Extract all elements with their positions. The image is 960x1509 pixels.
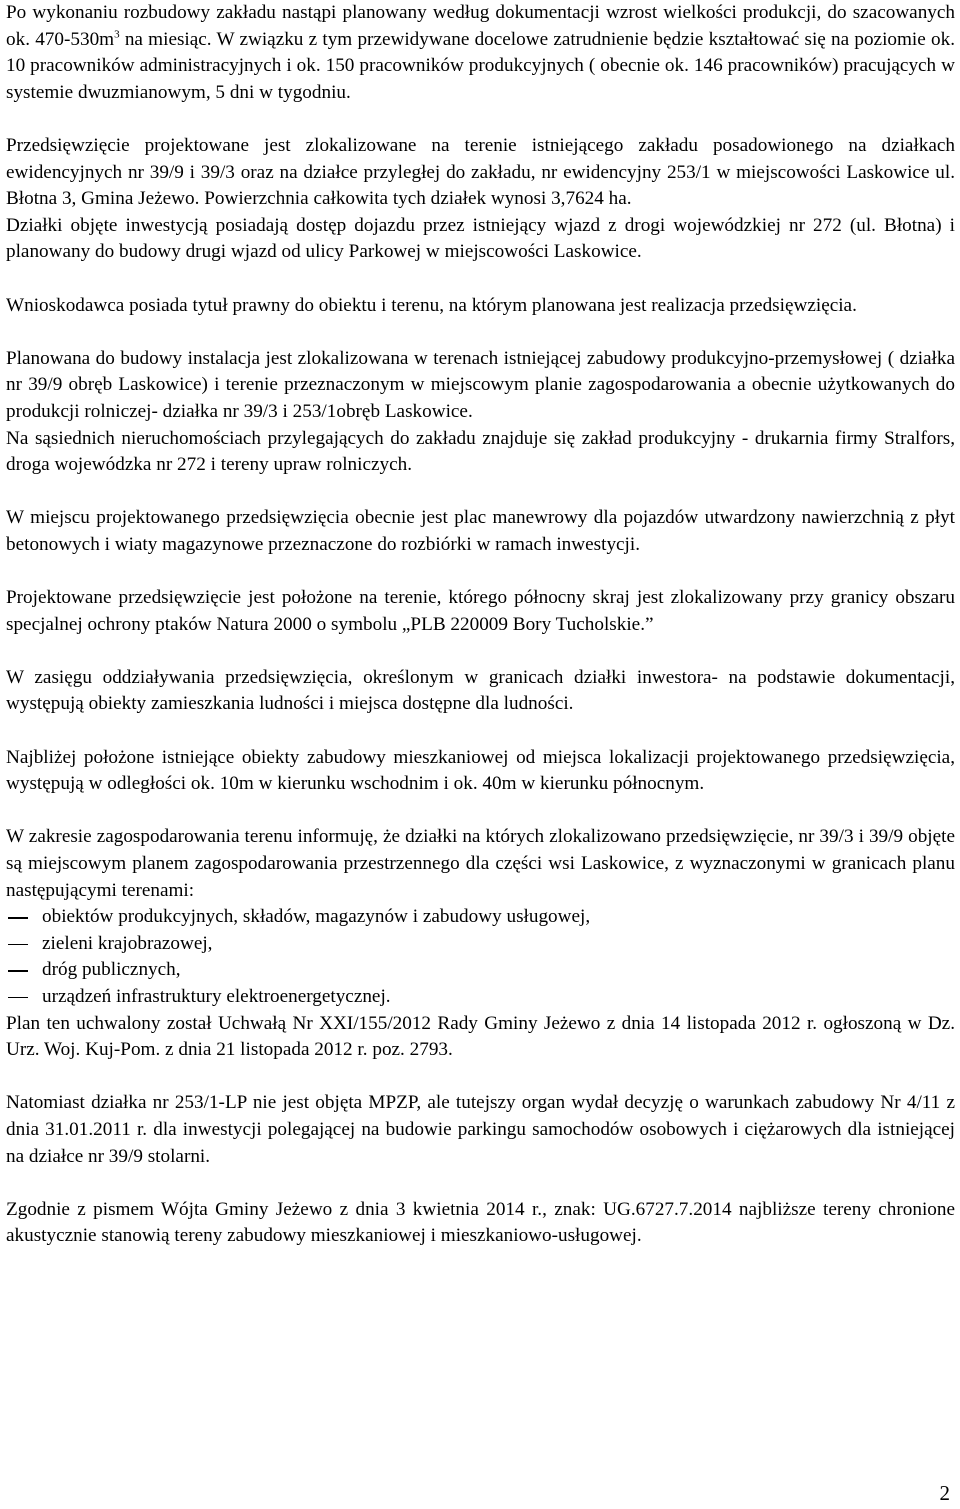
paragraph-building-decision: Natomiast działka nr 253/1-LP nie jest objęta MPZP, ale tutejszy organ wydał decyzję o warunkach zabudowy Nr 4/11 z dnia 31.01.2011 r. dla inwestycji polegającej na budowie parkingu samochodów osobowych i ciężarowych dla istniejącej na działce nr 39/9 stolarni. [6,1092,955,1167]
list-item-text: obiektów produkcyjnych, składów, magazynów i zabudowy usługowej, [42,906,591,928]
paragraph-nearest-buildings: Najbliżej położone istniejące obiekty zabudowy mieszkaniowej od miejsca lokalizacji projektowanego przedsięwzięcia, występują w odległości ok. 10m w kierunku wschodnim i ok. 40m w kierunku północnym. [6,746,955,795]
list-item [6,984,955,1011]
list-item [6,931,955,958]
paragraph-impact-range: W zasięgu oddziaływania przedsięwzięcia, określonym w granicach działki inwestora- na podstawie dokumentacji, występują obiekty zamieszkania ludności i miejsca dostępne dla ludności. [6,666,955,715]
paragraph-installation-area: Planowana do budowy instalacja jest zlokalizowana w terenach istniejącej zabudowy produkcyjno-przemysłowej ( działka nr 39/9 obręb Laskowice) i terenie przeznaczonym w miejscowym planie zagospodarowania a obecnie użytkowanych do produkcji rolniczej- działka nr 39/3 i 253/1obręb Laskowice. [6,347,955,422]
dash-bullet-icon [8,917,28,918]
spacer [6,106,955,133]
dash-bullet-icon [8,997,28,998]
spacer [6,1170,955,1197]
paragraph-legal-title: Wnioskodawca posiada tytuł prawny do obiektu i terenu, na którym planowana jest realizacja przedsięwzięcia. [6,294,857,316]
paragraph-neighbouring-properties: Na sąsiednich nieruchomościach przylegających do zakładu znajduje się zakład produkcyjny - drukarnia firmy Stralfors, droga wojewódzka nr 272 i tereny upraw rolniczych. [6,427,955,476]
dash-bullet-icon [8,944,28,945]
page-number: 2 [939,1481,950,1505]
document-page [6,0,955,1250]
spacer [6,558,955,585]
paragraph-text: na miesiąc. W związku z tym przewidywane docelowe zatrudnienie będzie kształtować się na poziomie ok. 10 pracowników administracyjnych i ok. 150 pracowników produkcyjnych ( obecnie ok. 146 pracowników) pracujących w systemie dwuzmianowym, 5 dni w tygodniu. [6,28,955,103]
spacer [6,479,955,506]
list-item [6,957,955,984]
paragraph-access-road: Działki objęte inwestycją posiadają dostęp dojazdu przez istniejący wjazd z drogi wojewódzkiej nr 272 (ul. Błotna) i planowany do budowy drugi wjazd od ulicy Parkowej w miejscowości Laskowice. [6,214,955,263]
dash-bullet-icon [8,970,28,971]
paragraph-production-employment [6,0,955,106]
spacer [6,1064,955,1091]
spacer [6,319,955,346]
paragraph-acoustic-protection: Zgodnie z pismem Wójta Gminy Jeżewo z dnia 3 kwietnia 2014 r., znak: UG.6727.7.2014 najbliższe tereny chronione akustycznie stanowią tereny zabudowy mieszkaniowej i mieszkaniowo-usługowej. [6,1198,955,1247]
list-item-text: urządzeń infrastruktury elektroenergetycznej. [42,985,391,1007]
spacer [6,798,955,825]
list-item [6,904,955,931]
spacer [6,638,955,665]
spacer [6,266,955,293]
paragraph-location: Przedsięwzięcie projektowane jest zlokalizowane na terenie istniejącego zakładu posadowionego na działkach ewidencyjnych nr 39/9 i 39/3 oraz na działce przyległej do zakładu, nr ewidencyjny 253/1 w miejscowości Laskowice ul. Błotna 3, Gmina Jeżewo. Powierzchnia całkowita tych działek wynosi 3,7624 ha. [6,134,955,210]
paragraph-current-site-use: W miejscu projektowanego przedsięwzięcia obecnie jest plac manewrowy dla pojazdów utwardzony nawierzchnią z płyt betonowych i wiaty magazynowe przeznaczone do rozbiórki w ramach inwestycji. [6,507,955,555]
superscript: 3 [114,28,120,41]
paragraph-resolution: Plan ten uchwalony został Uchwałą Nr XXI/155/2012 Rady Gminy Jeżewo z dnia 14 listopada 2012 r. ogłoszoną w Dz. Urz. Woj. Kuj-Pom. z dnia 21 listopada 2012 r. poz. 2793. [6,1012,955,1061]
spacer [6,718,955,745]
paragraph-zoning-plan: W zakresie zagospodarowania terenu informuję, że działki na których zlokalizowano przedsięwzięcie, nr 39/3 i 39/9 objęte są miejscowym planem zagospodarowania przestrzennego dla części wsi Laskowice, z wyznaczonymi w granicach planu następującymi terenami: [6,826,955,901]
paragraph-natura-2000: Projektowane przedsięwzięcie jest położone na terenie, którego północny skraj jest zlokalizowany przy granicy obszaru specjalnej ochrony ptaków Natura 2000 o symbolu „PLB 220009 Bory Tucholskie.” [6,587,955,635]
paragraph-text: Po wykonaniu rozbudowy zakładu nastąpi planowany według dokumentacji wzrost wielkości produkcji, do szacowanych ok. 470-530m [6,2,955,50]
list-item-text: dróg publicznych, [42,959,181,981]
list-item-text: zieleni krajobrazowej, [42,932,213,954]
zoning-areas-list [6,904,955,1010]
